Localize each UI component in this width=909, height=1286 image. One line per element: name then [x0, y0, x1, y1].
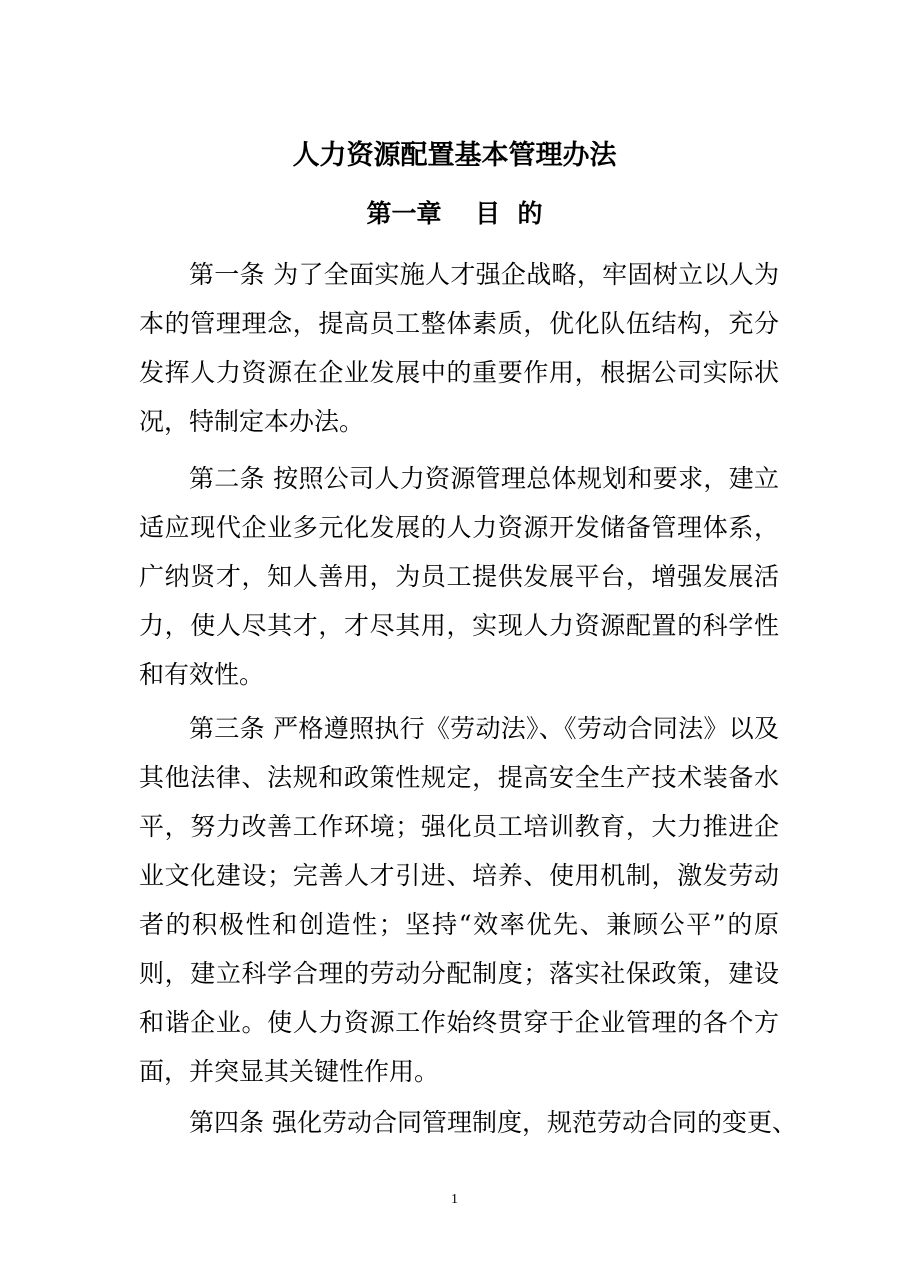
article-4: 第四条 强化劳动合同管理制度，规范劳动合同的变更、	[189, 1108, 797, 1137]
article-1: 第一条 为了全面实施人才强企战略，牢固树立以人为本的管理理念，提高员工整体素质，优化队伍结构，充分发挥人力资源在企业发展中的重要作用，根据公司实际状况，特制定本办法。	[139, 260, 779, 436]
article-3: 第三条 严格遵照执行《劳动法》、《劳动合同法》以及其他法律、法规和政策性规定，提高安全生产技术装备水平，努力改善工作环境；强化员工培训教育，大力推进企业文化建设；完善人才引进、培养、使用机制，激发劳动者的积极性和创造性；坚持“效率优先、兼顾公平”的原则，建立科学合理的劳动分配制度；落实社保政策，建设和谐企业。使人力资源工作始终贯穿于企业管理的各个方面，并突显其关键性作用。	[139, 714, 779, 1086]
page-number: 1	[451, 1192, 458, 1207]
chapter-heading: 第一章 目 的	[366, 199, 543, 228]
article-2: 第二条 按照公司人力资源管理总体规划和要求，建立适应现代企业多元化发展的人力资源开发储备管理体系，广纳贤才，知人善用，为员工提供发展平台，增强发展活力，使人尽其才，才尽其用，实现人力资源配置的科学性和有效性。	[139, 464, 779, 689]
document-title: 人力资源配置基本管理办法	[292, 140, 617, 171]
